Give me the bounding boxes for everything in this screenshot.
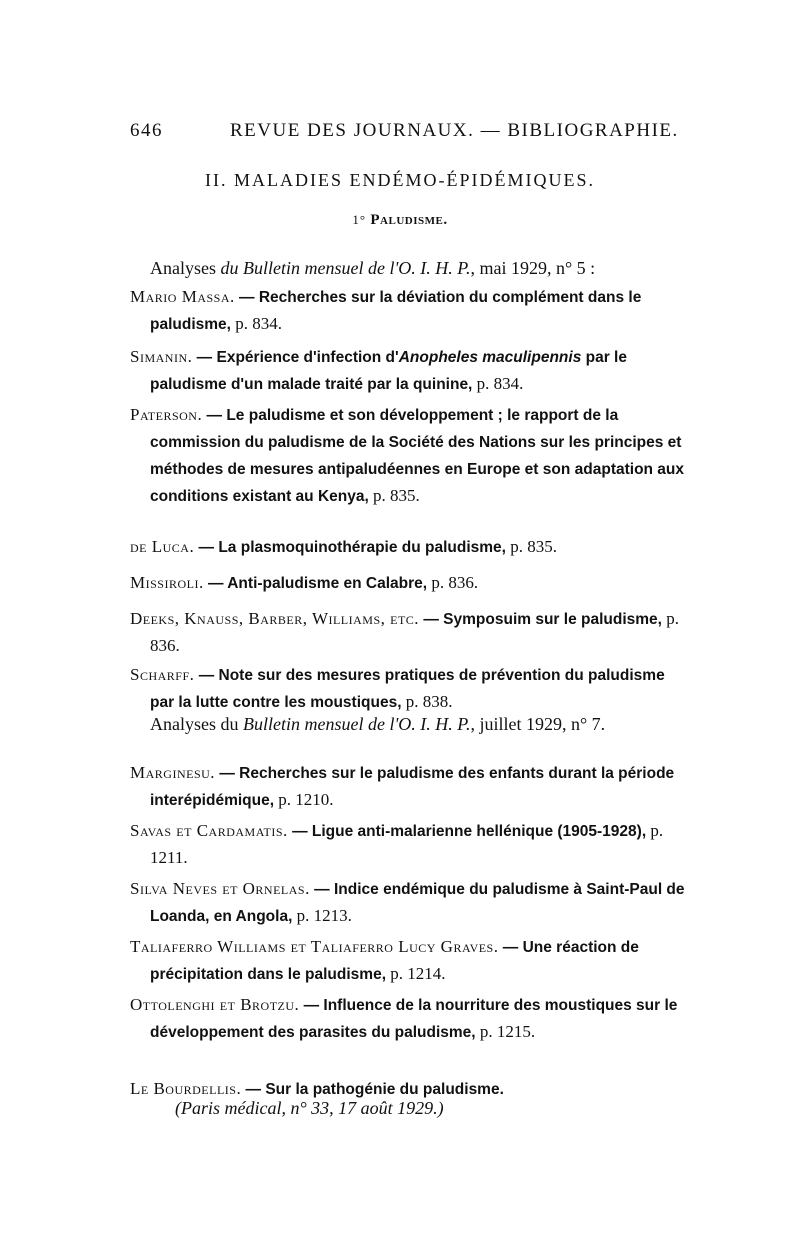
entry-title: — Anti-paludisme en Calabre,: [203, 575, 428, 592]
intro-may-journal: du Bulletin mensuel de l'O. I. H. P.: [220, 258, 471, 278]
entry-page: p. 838.: [401, 692, 453, 711]
entry-page: p. 834.: [230, 314, 282, 333]
entry-page: p. 1215.: [475, 1022, 536, 1041]
intro-july-post: , juillet 1929, n° 7.: [470, 714, 606, 734]
entry-page: p. 834.: [472, 374, 524, 393]
running-title: REVUE DES JOURNAUX. — BIBLIOGRAPHIE.: [230, 120, 679, 141]
entry-title: — Sur la pathogénie du paludisme.: [241, 1081, 504, 1098]
entry-title: — Une réaction de précipitation dans le paludisme,: [150, 939, 639, 983]
intro-may-pre: Analyses: [150, 258, 221, 278]
entry-author: Savas et Cardamatis.: [130, 821, 288, 840]
entry-title-cont: par le paludisme d'un malade traité par la quinine,: [150, 349, 627, 393]
entry-page: p. 836.: [427, 573, 479, 592]
entry-silva-neves: [130, 876, 685, 930]
entry-page: p. 1213.: [292, 906, 352, 925]
subsection-label: Paludisme.: [370, 212, 448, 228]
entry-author: Ottolenghi et Brotzu.: [130, 995, 300, 1014]
entry-scharff: [130, 662, 685, 716]
intro-may-post: , mai 1929, n° 5 :: [470, 258, 596, 278]
entry-author: Silva Neves et Ornelas.: [130, 879, 310, 898]
subsection-number: 1°: [352, 212, 367, 227]
intro-july: [150, 714, 710, 735]
entry-page: p. 835.: [368, 486, 420, 505]
entry-title: — La plasmoquinothérapie du paludisme,: [194, 539, 506, 556]
entry-title: — Symposuim sur le paludisme,: [419, 611, 662, 628]
entry-simanin: [130, 344, 685, 398]
entry-page: p. 836.: [150, 609, 679, 655]
entry-page: p. 1210.: [274, 790, 334, 809]
entry-author: Le Bourdellis.: [130, 1079, 242, 1098]
entry-author: Paterson.: [130, 405, 203, 424]
entry-title: — Note sur des mesures pratiques de prévention du paludisme par la lutte contre les moustiques,: [150, 667, 665, 711]
entry-savas: [130, 818, 685, 871]
entry-de-luca: [130, 534, 685, 561]
entry-author: Simanin.: [130, 347, 193, 366]
entry-author: Taliaferro Williams et Taliaferro Lucy Graves.: [130, 937, 499, 956]
entry-title: — Recherches sur le paludisme des enfants durant la période interépidémique,: [150, 765, 675, 809]
entry-author: Missiroli.: [130, 573, 204, 592]
entry-author: de Luca.: [130, 537, 195, 556]
source-note: (Paris médical, n° 33, 17 août 1929.): [175, 1098, 444, 1118]
intro-july-journal: Bulletin mensuel de l'O. I. H. P.: [243, 714, 471, 734]
entry-title: — Ligue anti-malarienne hellénique (1905-1928),: [287, 823, 647, 840]
entry-author: Scharff.: [130, 665, 195, 684]
entry-title: — Expérience d'infection d': [192, 349, 399, 366]
entry-deeks: [130, 606, 685, 659]
entry-page: p. 835.: [505, 537, 557, 556]
entry-taliaferro: [130, 934, 685, 988]
entry-marginesu: [130, 760, 685, 814]
page-number: 646: [130, 120, 163, 141]
entry-author: Marginesu.: [130, 763, 216, 782]
entry-title: — Indice endémique du paludisme à Saint-Paul de Loanda, en Angola,: [150, 881, 685, 925]
intro-july-pre: Analyses du: [150, 714, 243, 734]
entry-paterson: [130, 402, 685, 510]
entry-author: Deeks, Knauss, Barber, Williams, etc.: [130, 609, 420, 628]
entry-species: Anopheles maculipennis: [398, 349, 582, 366]
entry-page: p. 1211.: [150, 821, 664, 867]
entry-page: p. 1214.: [386, 964, 446, 983]
entry-massa: [130, 284, 685, 338]
entry-title: — Influence de la nourriture des moustiques sur le développement des parasites du paludisme,: [150, 997, 678, 1041]
section-title: II. MALADIES ENDÉMO-ÉPIDÉMIQUES.: [205, 170, 595, 190]
intro-may: [150, 258, 710, 279]
entry-title: — Recherches sur la déviation du complément dans le paludisme,: [150, 289, 642, 333]
subsection-title: [0, 212, 800, 229]
entry-author: Mario Massa.: [130, 287, 235, 306]
entry-title: — Le paludisme et son développement ; le rapport de la commission du paludisme de la Société des Nations sur les principes et méthodes de mesures antipaludéennes en Europe et son adaptation aux conditions existant au Kenya,: [150, 407, 685, 505]
entry-ottolenghi: [130, 992, 685, 1046]
entry-missiroli: [130, 570, 685, 597]
